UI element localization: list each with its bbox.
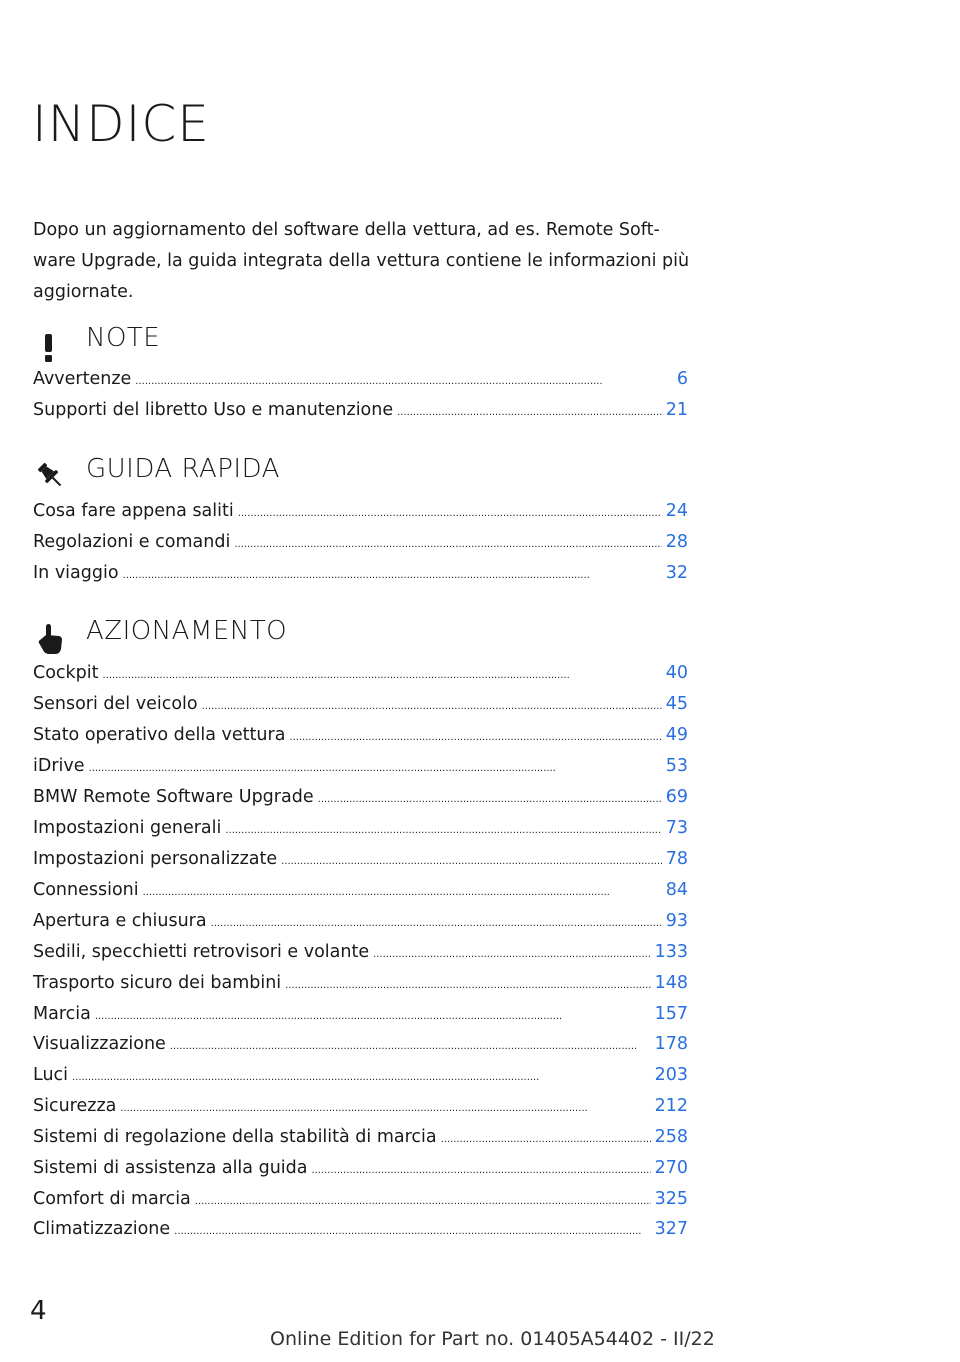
- toc-entry-label: Cosa fare appena saliti: [33, 501, 234, 521]
- toc-entry[interactable]: [33, 844, 688, 874]
- toc-entry[interactable]: [33, 937, 688, 967]
- toc-entry-page[interactable]: 53: [665, 756, 688, 776]
- pin-icon: [33, 458, 69, 494]
- dot-leader: [238, 496, 662, 529]
- toc-entry[interactable]: [33, 527, 688, 557]
- toc-entry[interactable]: [33, 875, 688, 905]
- dot-leader: [397, 395, 662, 428]
- dot-leader: [143, 875, 662, 908]
- toc-entry[interactable]: [33, 1122, 688, 1152]
- toc-entry[interactable]: [33, 1214, 688, 1244]
- toc-entry-label: BMW Remote Software Upgrade: [33, 787, 314, 807]
- toc-entry-page[interactable]: 78: [665, 849, 688, 869]
- toc-entry-page[interactable]: 178: [654, 1034, 688, 1054]
- dot-leader: [195, 1184, 651, 1217]
- toc-entry[interactable]: [33, 1029, 688, 1059]
- toc-entry-page[interactable]: 327: [654, 1219, 688, 1239]
- section-title: NOTE: [86, 323, 161, 353]
- section-title: AZIONAMENTO: [86, 616, 288, 646]
- toc-entry-label: iDrive: [33, 756, 85, 776]
- dot-leader: [441, 1122, 651, 1155]
- toc-entry[interactable]: [33, 689, 688, 719]
- dot-leader: [95, 999, 651, 1032]
- page-number: 4: [30, 1296, 47, 1326]
- section-title: GUIDA RAPIDA: [86, 454, 280, 484]
- toc-entry-label: Sistemi di regolazione della stabilità di marcia: [33, 1127, 437, 1147]
- toc-entry[interactable]: [33, 751, 688, 781]
- toc-entry-label: Stato operativo della vettura: [33, 725, 286, 745]
- toc-entry-label: Sedili, specchietti retrovisori e volante: [33, 942, 370, 962]
- toc-entry[interactable]: [33, 782, 688, 812]
- dot-leader: [373, 937, 650, 970]
- toc-entry-page[interactable]: 84: [665, 880, 688, 900]
- toc-entry-page[interactable]: 6: [676, 369, 688, 389]
- toc-entry-page[interactable]: 40: [665, 663, 688, 683]
- toc-entry-page[interactable]: 133: [654, 942, 688, 962]
- toc-entry[interactable]: [33, 1060, 688, 1090]
- toc-entry-label: Apertura e chiusura: [33, 911, 207, 931]
- toc-entry[interactable]: [33, 720, 688, 750]
- dot-leader: [89, 751, 662, 784]
- page-title: INDICE: [32, 95, 210, 153]
- dot-leader: [225, 813, 661, 846]
- dot-leader: [120, 1091, 650, 1124]
- toc-entry-page[interactable]: 270: [654, 1158, 688, 1178]
- toc-entry[interactable]: [33, 558, 688, 588]
- toc-entry[interactable]: [33, 395, 688, 425]
- toc-entry-label: Supporti del libretto Uso e manutenzione: [33, 400, 394, 420]
- toc-entry-page[interactable]: 49: [665, 725, 688, 745]
- toc-entry-page[interactable]: 24: [665, 501, 688, 521]
- dot-leader: [103, 658, 662, 691]
- toc-entry-label: Connessioni: [33, 880, 139, 900]
- toc-entry-label: Marcia: [33, 1004, 91, 1024]
- toc-entry-page[interactable]: 21: [665, 400, 688, 420]
- toc-entry-label: Sicurezza: [33, 1096, 117, 1116]
- toc-entry-label: Visualizzazione: [33, 1034, 166, 1054]
- toc-entry-page[interactable]: 93: [665, 911, 688, 931]
- dot-leader: [123, 558, 662, 591]
- toc-entry[interactable]: [33, 496, 688, 526]
- toc-entry-label: Avvertenze: [33, 369, 132, 389]
- toc-entry-page[interactable]: 148: [654, 973, 688, 993]
- exclamation-icon: [33, 329, 69, 365]
- dot-leader: [289, 720, 661, 753]
- toc-entry-page[interactable]: 258: [654, 1127, 688, 1147]
- dot-leader: [202, 689, 662, 722]
- toc-entry-page[interactable]: 203: [654, 1065, 688, 1085]
- toc-entry-page[interactable]: 69: [665, 787, 688, 807]
- toc-entry-label: In viaggio: [33, 563, 119, 583]
- toc-entry-page[interactable]: 45: [665, 694, 688, 714]
- toc-entry-label: Luci: [33, 1065, 69, 1085]
- toc-entry-page[interactable]: 325: [654, 1189, 688, 1209]
- toc-entry-label: Trasporto sicuro dei bambini: [33, 973, 282, 993]
- dot-leader: [72, 1060, 651, 1093]
- dot-leader: [211, 906, 662, 939]
- toc-entry-page[interactable]: 32: [665, 563, 688, 583]
- toc-entry[interactable]: [33, 1091, 688, 1121]
- toc-entry-label: Impostazioni personalizzate: [33, 849, 278, 869]
- toc-entry-page[interactable]: 212: [654, 1096, 688, 1116]
- toc-entry[interactable]: [33, 999, 688, 1029]
- toc-entry[interactable]: [33, 906, 688, 936]
- toc-entry-label: Climatizzazione: [33, 1219, 171, 1239]
- toc-entry-label: Cockpit: [33, 663, 99, 683]
- toc-entry-label: Sistemi di assistenza alla guida: [33, 1158, 308, 1178]
- footer-edition-note: Online Edition for Part no. 01405A54402 - II/22: [270, 1328, 715, 1350]
- dot-leader: [234, 527, 661, 560]
- dot-leader: [174, 1214, 650, 1247]
- dot-leader: [135, 364, 673, 397]
- toc-entry[interactable]: [33, 658, 688, 688]
- toc-entry[interactable]: [33, 1184, 688, 1214]
- dot-leader: [311, 1153, 650, 1186]
- dot-leader: [318, 782, 662, 815]
- toc-entry-page[interactable]: 157: [654, 1004, 688, 1024]
- toc-entry[interactable]: [33, 813, 688, 843]
- toc-entry-label: Regolazioni e comandi: [33, 532, 231, 552]
- toc-entry-label: Sensori del veicolo: [33, 694, 198, 714]
- toc-entry-page[interactable]: 73: [665, 818, 688, 838]
- intro-paragraph: Dopo un aggiornamento del software della vettura, ad es. Remote Soft-ware Upgrade, la guida integrata della vettura contiene le informazioni più aggiornate.: [33, 220, 690, 302]
- toc-entry-page[interactable]: 28: [665, 532, 688, 552]
- toc-entry[interactable]: [33, 1153, 688, 1183]
- dot-leader: [170, 1029, 651, 1062]
- toc-entry[interactable]: [33, 968, 688, 998]
- toc-entry[interactable]: [33, 364, 688, 394]
- dot-leader: [281, 844, 662, 877]
- toc-entry-label: Impostazioni generali: [33, 818, 222, 838]
- toc-entry-label: Comfort di marcia: [33, 1189, 191, 1209]
- pointing-hand-icon: [33, 621, 69, 657]
- dot-leader: [285, 968, 650, 1001]
